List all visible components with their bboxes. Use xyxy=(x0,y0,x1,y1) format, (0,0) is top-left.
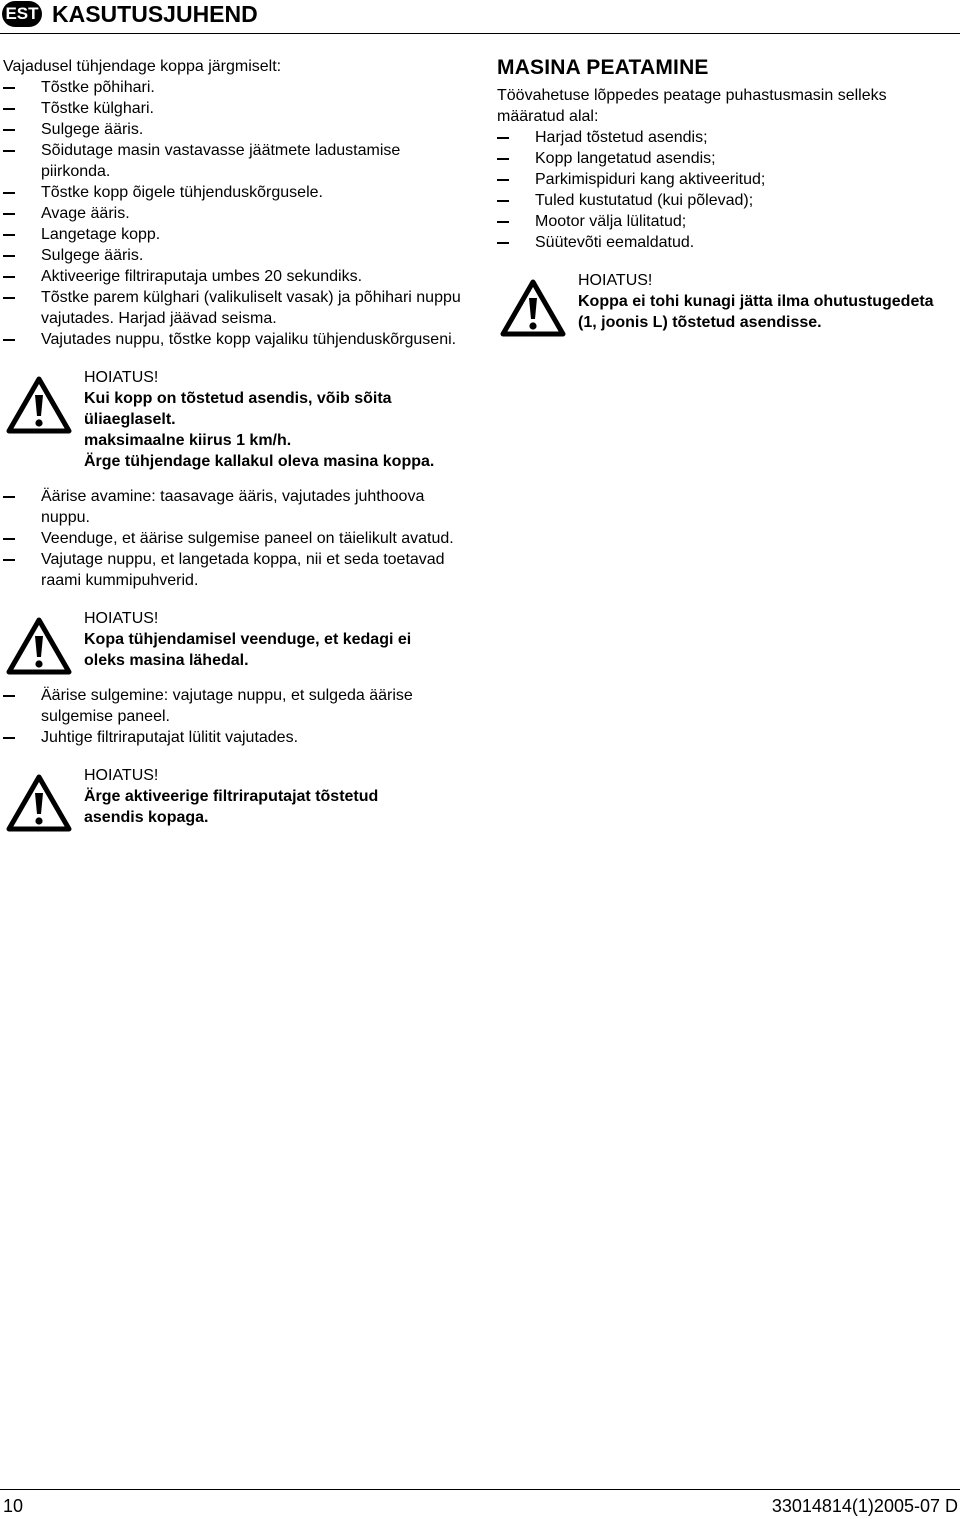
step-text: Äärise avamine: taasavage ääris, vajutades juhthoova nuppu. xyxy=(41,488,425,526)
dash-bullet xyxy=(3,255,15,257)
section-title: MASINA PEATAMINE xyxy=(497,56,709,79)
warning-box xyxy=(497,270,957,333)
list-item xyxy=(3,77,473,98)
dash-bullet xyxy=(3,108,15,110)
list-item xyxy=(497,169,957,190)
item-text: Süütevõti eemaldatud. xyxy=(535,234,695,251)
warning-triangle-icon xyxy=(6,616,72,676)
list-item xyxy=(3,287,473,329)
page-number: 10 xyxy=(3,1496,24,1516)
dash-bullet xyxy=(3,737,15,739)
step-text: Avage ääris. xyxy=(41,205,130,222)
dash-bullet xyxy=(3,87,15,89)
warning-box xyxy=(3,367,473,472)
list-item xyxy=(3,182,473,203)
list-item xyxy=(3,266,473,287)
item-text: Harjad tõstetud asendis; xyxy=(535,129,708,146)
warning-triangle-icon xyxy=(500,278,566,338)
step-text: Sulgege ääris. xyxy=(41,247,144,264)
right-column xyxy=(497,55,957,333)
emptying-steps-list xyxy=(3,77,473,350)
warning-heading: HOIATUS! xyxy=(84,369,159,386)
step-text: Tõstke põhihari. xyxy=(41,79,155,96)
list-item xyxy=(3,98,473,119)
step-text: Juhtige filtriraputajat lülitit vajutades. xyxy=(41,729,299,746)
warning-text: (1, joonis L) tõstetud asendisse. xyxy=(578,314,822,331)
warning-text: Kopa tühjendamisel veenduge, et kedagi ei xyxy=(84,631,412,648)
list-item xyxy=(497,127,957,148)
dash-bullet xyxy=(3,496,15,498)
list-item xyxy=(3,203,473,224)
list-item xyxy=(497,148,957,169)
list-item xyxy=(3,685,473,727)
document-code: 33014814(1)2005-07 D xyxy=(771,1496,958,1516)
opening-steps-list xyxy=(3,486,473,591)
warning-box xyxy=(3,765,473,828)
warning-text: maksimaalne kiirus 1 km/h. xyxy=(84,432,292,449)
document-title: KASUTUSJUHEND xyxy=(52,1,258,27)
dash-bullet xyxy=(3,150,15,152)
dash-bullet xyxy=(3,129,15,131)
warning-text: üliaeglaselt. xyxy=(84,411,176,428)
dash-bullet xyxy=(3,276,15,278)
stopping-list xyxy=(497,127,957,253)
dash-bullet xyxy=(3,297,15,299)
list-item xyxy=(497,211,957,232)
step-text: Tõstke kopp õigele tühjenduskõrgusele. xyxy=(41,184,323,201)
list-item xyxy=(497,232,957,253)
warning-text: Kui kopp on tõstetud asendis, võib sõita xyxy=(84,390,392,407)
dash-bullet xyxy=(3,538,15,540)
header-divider xyxy=(0,33,960,34)
step-text: Vajutades nuppu, tõstke kopp vajaliku tühjenduskõrguseni. xyxy=(41,331,457,348)
list-item xyxy=(497,190,957,211)
dash-bullet xyxy=(497,200,509,202)
page-header xyxy=(0,0,960,34)
list-item xyxy=(3,727,473,748)
step-text: Tõstke külghari. xyxy=(41,100,154,117)
list-item xyxy=(3,329,473,350)
language-badge: EST xyxy=(2,1,42,27)
dash-bullet xyxy=(497,221,509,223)
footer-divider xyxy=(0,1489,960,1490)
dash-bullet xyxy=(497,158,509,160)
dash-bullet xyxy=(3,695,15,697)
item-text: Parkimispiduri kang aktiveeritud; xyxy=(535,171,766,188)
warning-text: Koppa ei tohi kunagi jätta ilma ohutustugedeta xyxy=(578,293,934,310)
warning-text: Ärge tühjendage kallakul oleva masina koppa. xyxy=(84,453,435,470)
emptying-intro: Vajadusel tühjendage koppa järgmiselt: xyxy=(3,58,282,75)
dash-bullet xyxy=(3,192,15,194)
dash-bullet xyxy=(497,179,509,181)
dash-bullet xyxy=(497,242,509,244)
list-item xyxy=(3,119,473,140)
warning-text: oleks masina lähedal. xyxy=(84,652,249,669)
warning-heading: HOIATUS! xyxy=(84,767,159,784)
dash-bullet xyxy=(497,137,509,139)
dash-bullet xyxy=(3,559,15,561)
dash-bullet xyxy=(3,213,15,215)
warning-heading: HOIATUS! xyxy=(84,610,159,627)
list-item xyxy=(3,140,473,182)
warning-triangle-icon xyxy=(6,375,72,435)
step-text: Sõidutage masin vastavasse jäätmete ladustamise piirkonda. xyxy=(41,142,401,180)
warning-box xyxy=(3,608,473,671)
step-text: Vajutage nuppu, et langetada koppa, nii et seda toetavad raami kummipuhverid. xyxy=(41,551,445,589)
step-text: Sulgege ääris. xyxy=(41,121,144,138)
item-text: Mootor välja lülitatud; xyxy=(535,213,687,230)
step-text: Veenduge, et äärise sulgemise paneel on täielikult avatud. xyxy=(41,530,454,547)
warning-heading: HOIATUS! xyxy=(578,272,653,289)
left-column xyxy=(3,56,473,828)
warning-triangle-icon xyxy=(6,773,72,833)
list-item xyxy=(3,224,473,245)
list-item xyxy=(3,245,473,266)
list-item xyxy=(3,549,473,591)
item-text: Tuled kustutatud (kui põlevad); xyxy=(535,192,754,209)
step-text: Aktiveerige filtriraputaja umbes 20 sekundiks. xyxy=(41,268,363,285)
step-text: Äärise sulgemine: vajutage nuppu, et sulgeda äärise sulgemise paneel. xyxy=(41,687,413,725)
step-text: Tõstke parem külghari (valikuliselt vasak) ja põhihari nuppu vajutades. Harjad jäävad seisma. xyxy=(41,289,461,327)
dash-bullet xyxy=(3,234,15,236)
list-item xyxy=(3,528,473,549)
list-item xyxy=(3,486,473,528)
warning-text: asendis kopaga. xyxy=(84,809,209,826)
item-text: Kopp langetatud asendis; xyxy=(535,150,716,167)
stopping-intro: Töövahetuse lõppedes peatage puhastusmasin selleks määratud alal: xyxy=(497,87,887,125)
warning-text: Ärge aktiveerige filtriraputajat tõstetud xyxy=(84,788,379,805)
closing-steps-list xyxy=(3,685,473,748)
step-text: Langetage kopp. xyxy=(41,226,161,243)
dash-bullet xyxy=(3,339,15,341)
